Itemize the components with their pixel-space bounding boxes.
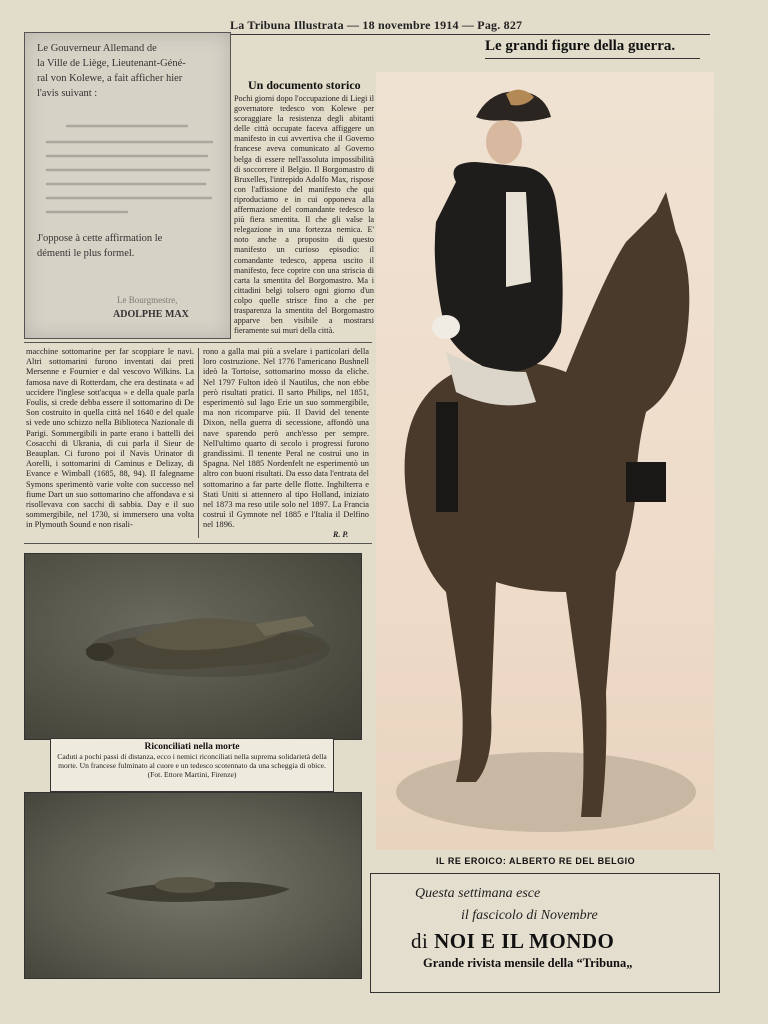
column-rule <box>24 543 372 544</box>
running-header: La Tribuna Illustrata — 18 novembre 1914 — Pag. 827 <box>230 18 523 32</box>
advert-line-2: il fascicolo di Novembre <box>461 908 598 923</box>
column-rule <box>24 342 372 343</box>
manifesto-line: J'oppose à cette affirmation le <box>37 233 163 244</box>
magazine-advert <box>370 873 720 993</box>
portrait-caption: IL RE EROICO: ALBERTO RE DEL BELGIO <box>436 856 636 866</box>
fallen-soldier-illustration <box>25 554 361 739</box>
manifesto-line: l'avis suivant : <box>37 88 98 99</box>
horse-rider-illustration <box>376 72 714 850</box>
photo-credit: (Fot. Ettore Martini, Firenze) <box>147 770 237 779</box>
article-column-2: rono a galla mai più a svelare i particolari della loro costruzione. Nel 1776 l'americano Bushnell ideò la Tortoise, sottomarino mosso da eliche. Nel 1797 Fulton ideò il Nautilus, che non ebbe però risultati pratici. Il sarto Philips, nel 1851, esperimentò sul lago Erie un suo sommergibile, ma non ricomparve più. Il David del tenente Dixon, nella guerra di secessione, affondò una nave sparendo però anch'esso per sempre. Nell'ultimo quarto di secolo i progressi furono grandissimi. Il tenente Peral ne costruì uno in Spagna. Nel 1885 Nordenfelt ne esperimentò un altro con buoni risultati. Da esso data l'entrata del sottomarino a far parte delle flotte. Inghilterra e Stati Uniti si attennero al tipo Holland, iniziato nel 1873 ma reso utile solo nel 1897. La Francia costruì il Gymnote nel 1885 e l'Italia il Delfino nel 1896. <box>203 347 369 529</box>
photo-caption-body: Caduti a pochi passi di distanza, ecco i nemici riconciliati nella suprema solidarietà della morte. Un francese fulminato al cuore e un tedesco scotennato da una scheggia di obice. <box>57 752 327 770</box>
king-portrait-photo <box>376 72 714 850</box>
photo-caption-title: Riconciliati nella morte <box>144 742 240 752</box>
document-title: Un documento storico <box>248 78 361 92</box>
fallen-soldier-illustration <box>25 793 361 978</box>
battlefield-photo-top <box>24 553 362 740</box>
section-title: Le grandi figure della guerra. <box>485 38 676 54</box>
manifesto-line: ral von Kolewe, a fait afficher hier <box>37 73 183 84</box>
manifesto-signature: ADOLPHE MAX <box>113 309 189 320</box>
advert-line-4: Grande rivista mensile della “Tribuna„ <box>423 956 633 970</box>
advert-line-1: Questa settimana esce <box>415 886 541 901</box>
article-signature: R. P. <box>333 530 349 539</box>
manifesto-signature-title: Le Bourgmestre, <box>117 295 178 305</box>
advert-title-line <box>411 929 614 954</box>
battlefield-photo-bottom <box>24 792 362 979</box>
column-rule <box>198 348 199 538</box>
advert-magazine-name: NOI E IL MONDO <box>434 929 615 953</box>
manifesto-line: démenti le plus formel. <box>37 248 135 259</box>
document-body: Pochi giorni dopo l'occupazione di Liegi il governatore tedesco von Kolewe per scoraggiare la resistenza degli abitanti delle città occupate faceva affiggere un manifesto in cui avvertiva che il Governo francese aveva comunicato al Governo belga di essere nell'assoluta impossibilità di soccorrere il Belgio. Il Borgomastro di Bruxelles, l'intrepido Adolfo Max, rispose con l'affissione del manifesto che qui riproduciamo e in cui opponeva alla affermazione del comandante tedesco la più fiera smentita. Il che gli valse la relegazione in una fortezza nemica. E' noto anche a proposito di questo manifesto un curioso episodio: il comandante tedesco, appena uscito il manifesto, fece coprire con una striscia di carta la smentita del Borgomastro. Ma i cittadini belgi tolsero ogni giorno d'un colpo quelle strisce fino a che per trasparenza la smentita del Borgomastro apparve ben visibile a mostrarsi fieramente sui muri della città. <box>234 94 374 336</box>
article-column-1: macchine sottomarine per far scoppiare le navi. Altri sottomarini furono inventati dai preti Mersenne e Fournier e dal vescovo Wilkins. La famosa nave di Rotterdam, che era destinata « ad uccidere l'inglese sott'acqua » e della quale parla Foulis, si crede debba essere il sottomarino di De Son costruito in quella città nel 1640 e del quale si vede uno schizzo nella Biblioteca Nazionale di Parigi. Sommergibili in parte erano i battelli dei Cosacchi di Ukrania, di cui parla il Sieur de Beauplan. Ci furono poi il Navis Urinator di Aorelli, i sottomarini di Caminus e Delizay, di Evance e Wimball (1685, 88, 94). Il falegname Symons sperimentò varie volte con successo nel fiume Dart un suo sottomarino che affondava e si risollevava con sacchi di sabbia. Day e il suo sommergibile, nel 1730, si immersero una volta in Plymouth Sound e non risali- <box>26 347 194 530</box>
advert-title-prefix: di <box>411 929 429 953</box>
manifesto-line: Le Gouverneur Allemand de <box>37 43 157 54</box>
section-title-rule <box>485 58 700 59</box>
faded-text-lines <box>37 118 217 223</box>
header-rule <box>230 34 710 35</box>
manifesto-line: la Ville de Liège, Lieutenant-Géné- <box>37 58 186 69</box>
manifesto-poster <box>24 32 231 339</box>
photo-caption-box <box>50 738 334 792</box>
